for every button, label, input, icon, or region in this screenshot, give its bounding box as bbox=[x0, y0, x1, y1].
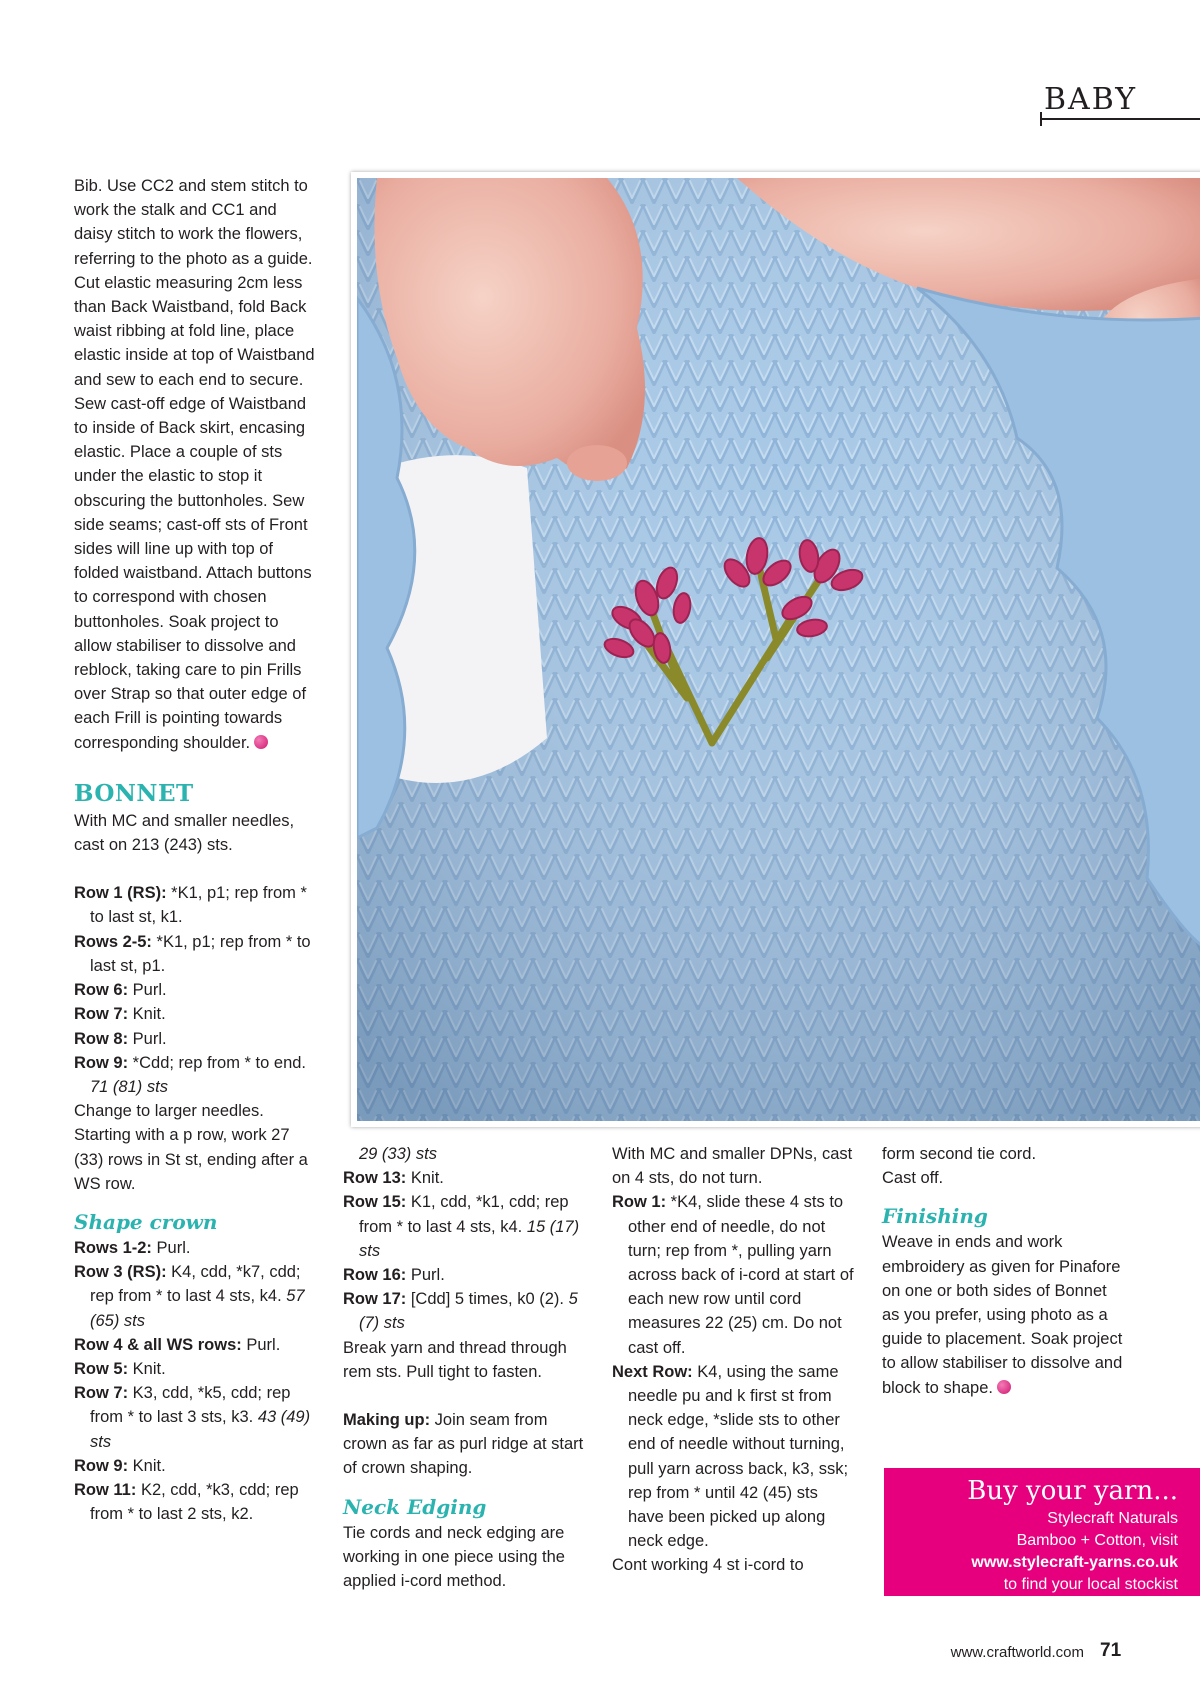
column-2 bbox=[343, 1142, 588, 1593]
neck-edging-text: Tie cords and neck edging are working in one piece using the applied i-cord method. bbox=[343, 1523, 565, 1591]
yarn-ball-icon bbox=[997, 1380, 1011, 1394]
section-rule-tick bbox=[1040, 112, 1042, 126]
footer-website[interactable]: www.craftworld.com bbox=[950, 1644, 1084, 1661]
section-tag: BABY bbox=[1044, 82, 1138, 117]
crown-row: Row 13: Knit. bbox=[343, 1169, 444, 1188]
bonnet-row: Row 9: *Cdd; rep from * to end. 71 (81) sts bbox=[74, 1053, 307, 1096]
buy-yarn-box bbox=[884, 1468, 1200, 1596]
section-rule bbox=[1040, 118, 1200, 120]
shape-crown-heading: Shape crown bbox=[74, 1209, 218, 1234]
stockist-link[interactable]: www.stylecraft-yarns.co.uk bbox=[971, 1554, 1178, 1571]
bonnet-row: Row 8: Purl. bbox=[74, 1029, 167, 1048]
making-up: Making up: Join seam from crown as far as purl ridge at start of crown shaping. bbox=[343, 1411, 584, 1478]
icord-row: Next Row: K4, using the same needle pu and k first st from neck edge, *slide sts to other end of needle without turning, pull yarn across back, k3, ssk; rep from * until 42 (45) sts have been picked up along neck edge. bbox=[612, 1362, 849, 1551]
break-yarn: Break yarn and thread through rem sts. Pull tight to fasten. bbox=[343, 1338, 567, 1381]
crown-row: Row 7: K3, cdd, *k5, cdd; rep from * to last 3 sts, k3. 43 (49) sts bbox=[74, 1384, 311, 1451]
icord-intro: With MC and smaller DPNs, cast on 4 sts, do not turn. bbox=[612, 1145, 853, 1188]
bonnet-row: Row 1 (RS): *K1, p1; rep from * to last st, k1. bbox=[74, 884, 307, 927]
crown-row: Row 11: K2, cdd, *k3, cdd; rep from * to last 2 sts, k2. bbox=[74, 1480, 299, 1524]
crown-row: Row 16: Purl. bbox=[343, 1266, 445, 1285]
elastic-instructions: Cut elastic measuring 2cm less than Back Waistband, fold Back waist ribbing at fold line, place elastic inside at top of Waistband and sew to each end to secure. Sew cast-off edge of Waistband to inside of Back skirt, encasing elastic. Place a couple of sts under the elastic to stop it obscuring the buttonholes. Sew side seams; cast-off sts of Front sides will line up with top of folded waistband. Attach buttons to correspond with chosen buttonholes. Soak project to allow stabiliser to dissolve and reblock, taking care to pin Frills over Strap so that outer edge of each Frill is pointing towards corresponding shoulder. bbox=[74, 273, 315, 752]
icord-row: Row 1: *K4, slide these 4 sts to other end of needle, do not turn; rep from *, pulling yarn across back of i-cord at start of each new row until cord measures 22 (25) cm. Do not cast off. bbox=[612, 1193, 854, 1357]
tie-cord-text: form second tie cord. bbox=[882, 1145, 1037, 1163]
column-3 bbox=[612, 1142, 857, 1578]
icord-continue: Cont working 4 st i-cord to bbox=[612, 1556, 804, 1575]
crown-row: Row 9: Knit. bbox=[74, 1456, 166, 1475]
bonnet-heading: BONNET bbox=[74, 779, 194, 807]
buy-yarn-line: Stylecraft Naturals bbox=[1047, 1510, 1178, 1527]
stitch-count: 29 (33) sts bbox=[359, 1145, 437, 1163]
crown-row: Rows 1-2: Purl. bbox=[74, 1238, 191, 1257]
crown-row: Row 17: [Cdd] 5 times, k0 (2). 5 (7) sts bbox=[343, 1290, 578, 1333]
cast-off-text: Cast off. bbox=[882, 1169, 944, 1188]
bonnet-row: Rows 2-5: *K1, p1; rep from * to last st, p1. bbox=[74, 932, 311, 975]
photo-illustration bbox=[357, 178, 1200, 1121]
bonnet-intro: With MC and smaller needles, cast on 213 (243) sts. bbox=[74, 811, 295, 855]
yarn-ball-icon bbox=[254, 735, 268, 749]
bib-instructions: Bib. Use CC2 and stem stitch to work the stalk and CC1 and daisy stitch to work the flowers, referring to the photo as a guide. bbox=[74, 177, 313, 268]
baby-pinafore-photo bbox=[351, 172, 1200, 1127]
bonnet-row: Row 6: Purl. bbox=[74, 981, 167, 1000]
crown-row: Row 3 (RS): K4, cdd, *k7, cdd; rep from * to last 4 sts, k4. 57 (65) sts bbox=[74, 1263, 305, 1330]
change-needles: Change to larger needles. Starting with a p row, work 27 (33) rows in St st, ending after a WS row. bbox=[74, 1102, 308, 1193]
column-4 bbox=[882, 1142, 1127, 1400]
crown-row: Row 15: K1, cdd, *k1, cdd; rep from * to last 4 sts, k4. 15 (17) sts bbox=[343, 1193, 580, 1260]
column-1 bbox=[74, 174, 319, 1526]
page-number: 71 bbox=[1100, 1640, 1122, 1661]
crown-row: Row 5: Knit. bbox=[74, 1359, 166, 1378]
finishing-text: Weave in ends and work embroidery as given for Pinafore on one or both sides of Bonnet as you prefer, using photo as a guide to placement. Soak project to allow stabiliser to dissolve and block to shape. bbox=[882, 1233, 1123, 1397]
neck-edging-heading: Neck Edging bbox=[343, 1494, 487, 1519]
bonnet-row: Row 7: Knit. bbox=[74, 1005, 166, 1024]
buy-yarn-line: Bamboo + Cotton, visit bbox=[1016, 1532, 1178, 1549]
finishing-heading: Finishing bbox=[882, 1204, 988, 1229]
crown-row: Row 4 & all WS rows: Purl. bbox=[74, 1335, 281, 1354]
buy-yarn-line: to find your local stockist bbox=[1003, 1576, 1178, 1593]
buy-yarn-title: Buy your yarn... bbox=[967, 1476, 1178, 1506]
